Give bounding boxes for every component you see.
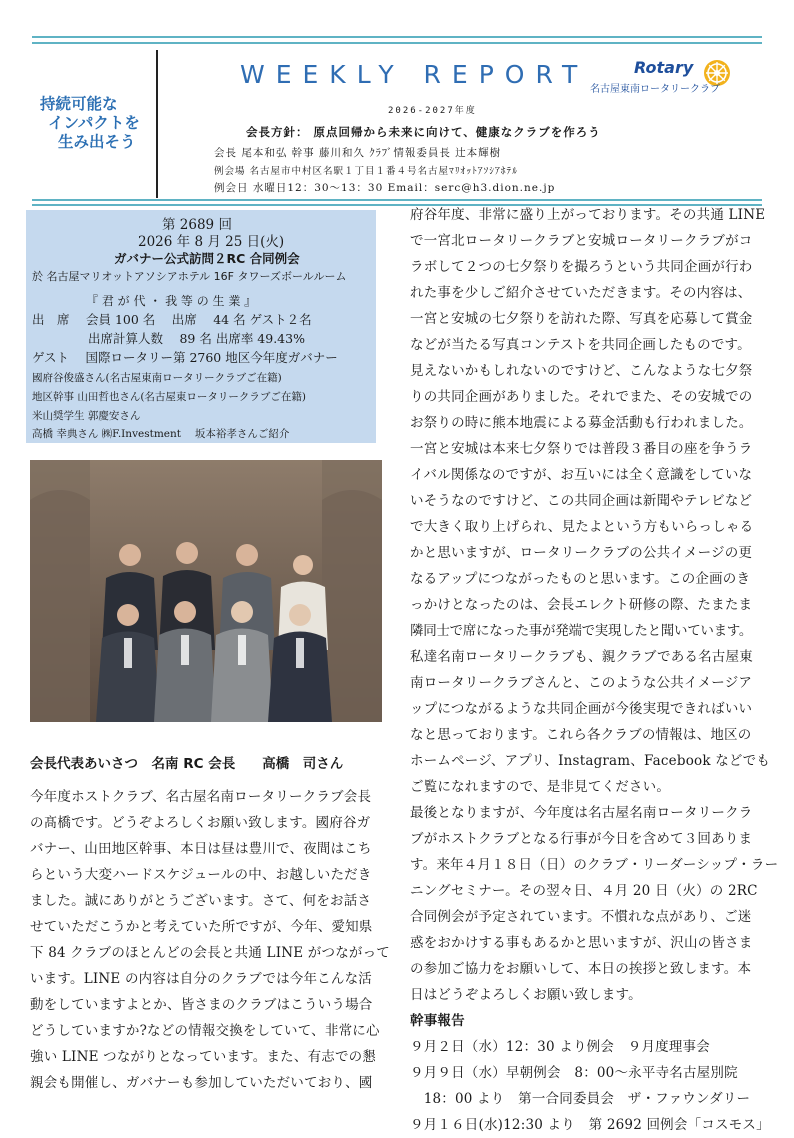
left-line: せていただこうかと考えていた所ですが、今年、愛知県 (30, 919, 373, 935)
left-line: らという大変ハードスケジュールの中、お越しいただき (30, 867, 372, 883)
right-line: なと思っております。これら各クラブの情報は、地区の (410, 727, 752, 743)
meeting-song: 『 君 が 代 ・ 我 等 の 生 業 』 (86, 294, 257, 308)
meeting-event: ガバナー公式訪問２RC 合同例会 (114, 251, 300, 266)
slogan (40, 95, 140, 152)
rotary-wordmark: Rotary (634, 58, 694, 77)
right-line: などが当たる写真コンテストを共同企画したものです。 (410, 337, 751, 353)
right-line: ラボして２つの七夕祭りを撮ろうという共同企画が行わ (410, 259, 753, 275)
guest-line-3: 地区幹事 山田哲也さん(名古屋東ロータリークラブご在籍) (32, 391, 307, 403)
right-line: れた事を少しご紹介させていただきます。その内容は、 (410, 285, 752, 301)
left-line: バナー、山田地区幹事、本日は昼は豊川で、夜間はこち (30, 841, 372, 857)
slogan-line-1: 持続可能な (40, 95, 118, 113)
guest-line-2: 國府谷俊盛さん(名古屋東南ロータリークラブご在籍) (32, 372, 282, 384)
right-line: す。来年４月１８日（日）のクラブ・リーダーシップ・ラー (410, 857, 779, 873)
meeting-date: 2026 年 8 月 25 日(火) (138, 234, 285, 250)
guest-line-5: 高橋 幸典さん ㈱F.Investment 坂本裕孝さんご紹介 (32, 428, 290, 440)
left-line: 動をしていますよとか、皆さまのクラブはこういう場合 (30, 997, 373, 1013)
top-rule-1 (32, 36, 762, 38)
group-photo-image (30, 460, 382, 722)
right-line: 隣同士で席になった事が発端で実現したと聞いています。 (410, 623, 753, 639)
rotary-logo (584, 58, 754, 95)
right-line: 最後となりますが、今年度は名古屋名南ロータリークラ (410, 805, 753, 821)
right-line: 日はどうぞよろしくお願い致します。 (410, 987, 642, 1003)
venue: 例会場 名古屋市中村区名駅１丁目１番４号名古屋ﾏﾘｵｯﾄｱｿｼｱﾎﾃﾙ (214, 166, 519, 177)
secretary-item: 18：00 より 第一合同委員会 ザ・ファウンダリー (410, 1091, 751, 1107)
meeting-place: 於 名古屋マリオットアソシアホテル 16F タワーズボールルーム (32, 270, 347, 283)
secretary-item: ９月９日（水）早朝例会 8：00～永平寺名古屋別院 (410, 1065, 738, 1081)
left-line: います。LINE の内容は自分のクラブでは今年こんな活 (30, 971, 372, 987)
right-line: りの共同企画がありました。それでまた、その安城での (410, 389, 753, 405)
top-rule-2 (32, 42, 762, 44)
right-line: 一宮と安城は本来七夕祭りでは普段３番目の座を争うラ (410, 441, 753, 457)
right-line: 南ロータリークラブさんと、このような公共イメージア (410, 675, 753, 691)
left-line: 今年度ホストクラブ、名古屋名南ロータリークラブ会長 (30, 789, 372, 805)
right-line: ップにつながるような共同企画が今後実現できればいい (410, 701, 753, 717)
left-line: 下 84 クラブのほとんどの会長と共通 LINE がつながって (30, 945, 391, 961)
guest-line-1: ゲスト 国際ロータリー第 2760 地区今年度ガバナー (32, 350, 338, 365)
header-rule-1 (32, 199, 762, 201)
attendance-line-1: 出 席 会員 100 名 出席 44 名 ゲスト２名 (32, 312, 312, 327)
officers: 会長 尾本和弘 幹事 藤川和久 ｸﾗﾌﾞ情報委員長 辻本輝樹 (214, 147, 502, 159)
right-line: かと思いますが、ロータリークラブの公共イメージの更 (410, 545, 753, 561)
slogan-line-3: 生み出そう (58, 133, 136, 151)
right-line: っかけとなったのは、会長エレクト研修の際、たまたま (410, 597, 753, 613)
group-photo (30, 460, 382, 722)
attendance-line-2: 出席計算人数 89 名 出席率 49.43% (88, 331, 305, 346)
left-line: 親会も開催し、ガバナーも参加していただいており、國 (30, 1075, 373, 1091)
right-line: 合同例会が予定されています。不慣れな点があり、ご迷 (410, 909, 752, 925)
right-line: 惑をおかけする事もあるかと思いますが、沢山の皆さま (410, 935, 753, 951)
right-line: ご覧になれますので、是非見てください。 (410, 779, 671, 795)
secretary-heading: 幹事報告 (410, 1013, 465, 1029)
right-line: 一宮と安城の七夕祭りを訪れた際、写真を応募して賞金 (410, 311, 753, 327)
meeting-info-box (26, 210, 376, 443)
right-line: なるアップにつながったものと思います。この企画のき (410, 571, 751, 587)
left-column-text (30, 784, 390, 1096)
left-line: ました。誠にありがとうございます。さて、何をお話さ (30, 893, 372, 909)
meeting-day: 例会日 水曜日12：30～13：30 Email：serc@h3.dion.ne.jp (214, 182, 556, 194)
right-line: ホームページ、アプリ、Instagram、Facebook などでも (410, 753, 771, 769)
secretary-item: ９月２日（水）12：30 より例会 ９月度理事会 (410, 1039, 710, 1055)
secretary-item: ９月１６日(水)12:30 より 第 2692 回例会「コスモス」 (410, 1117, 770, 1133)
right-line: イバル関係なのですが、お互いには全く意識をしていな (410, 467, 753, 483)
right-line: で大きく取り上げられ、見たよという方もいらっしゃる (410, 519, 754, 535)
header-divider (156, 50, 158, 198)
right-column-text (410, 202, 778, 1138)
club-name: 名古屋東南ロータリークラブ (590, 84, 720, 95)
president-policy: 会長方針： 原点回帰から未来に向けて、健康なクラブを作ろう (246, 125, 601, 139)
guest-line-4: 米山奨学生 郭慶安さん (32, 410, 141, 422)
right-line: お祭りの時に熊本地震による募金活動も行われました。 (410, 415, 753, 431)
speech-heading: 会長代表あいさつ 名南 RC 会長 高橋 司さん (30, 756, 344, 772)
right-line: 見えないかもしれないのですけど、こんなような七夕祭 (410, 363, 753, 379)
fiscal-year: 2026-2027年度 (388, 106, 477, 116)
right-line: の参加ご協力をお願いして、本日の挨拶と致します。本 (410, 961, 752, 977)
meeting-number: 第 2689 回 (162, 217, 232, 233)
left-line: 強い LINE つながりとなっています。また、有志での懇 (30, 1049, 377, 1065)
right-line: 私達名南ロータリークラブも、親クラブである名古屋東 (410, 649, 753, 665)
left-line: どうしていますか?などの情報交換をしていて、非常に心 (30, 1023, 380, 1039)
right-line: いそうなのですけど、この共同企画は新聞やテレビなど (410, 493, 753, 509)
right-line: で一宮北ロータリークラブと安城ロータリークラブがコ (410, 233, 753, 249)
right-line: ブがホストクラブとなる行事が今日を含めて３回ありま (410, 831, 753, 847)
report-title: WEEKLY REPORT (240, 60, 589, 89)
left-line: の髙橋です。どうぞよろしくお願い致します。國府谷ガ (30, 815, 371, 831)
slogan-line-2: インパクトを (48, 114, 140, 132)
right-line: 府谷年度、非常に盛り上がっております。その共通 LINE (410, 207, 766, 223)
right-line: ニングセミナー。その翌々日、４月 20 日（火）の 2RC (410, 883, 758, 899)
